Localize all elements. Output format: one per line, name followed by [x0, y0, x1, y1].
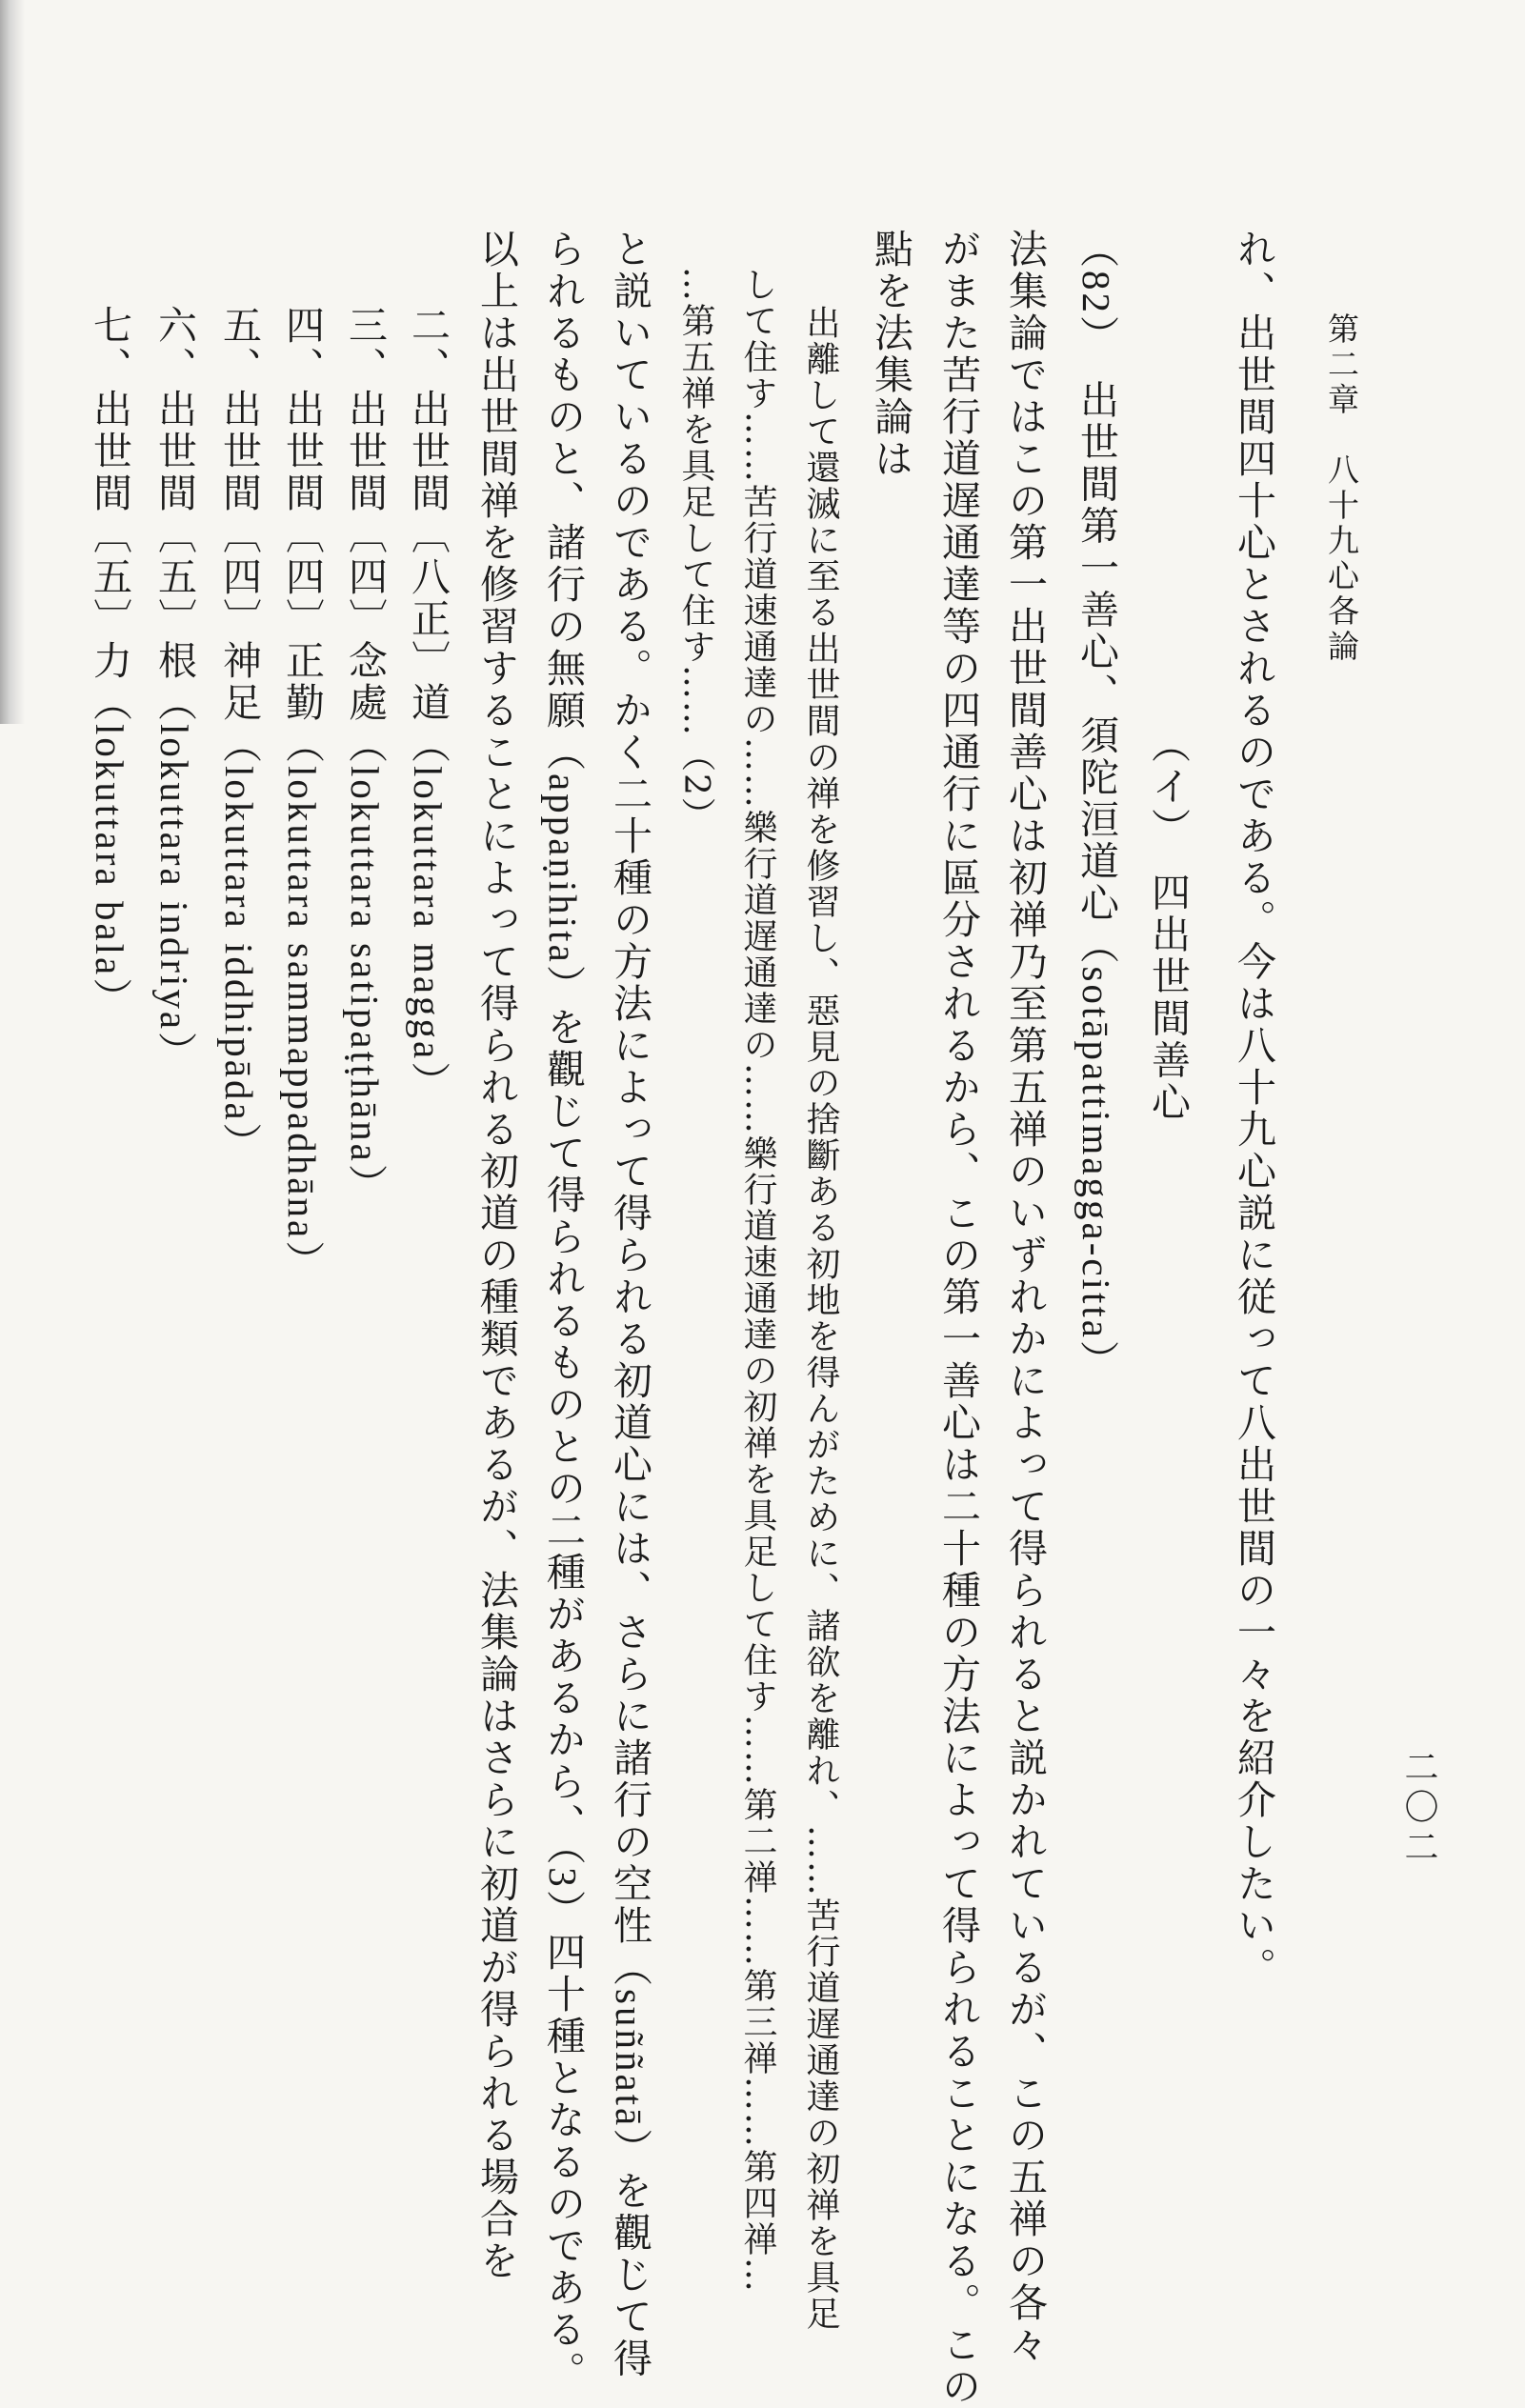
- text-column-12: 以上は出世間禅を修習することによって得られる初道の種類であるが、法集論はさらに初道が得られる場合を: [473, 229, 519, 2282]
- quote-line-2: して住す……苦行道速通達の……樂行道遅通達の……樂行道速通達の初禅を具足して住す……第二禅……第三禅……第四禅…: [738, 267, 777, 2294]
- text-column-3: （82） 出世間第一善心、須陀洹道心（sotāpattimagga-citta）: [1074, 229, 1118, 1382]
- page-number: 二〇二: [1399, 1749, 1438, 1869]
- quote-line-1: 出離して還滅に至る出世間の禅を修習し、惡見の捨斷ある初地を得んがために、諸欲を離れ、……苦行道遅通達の初禅を具足: [801, 305, 840, 2332]
- text-column-11: られるものと、諸行の無願（appaṇihita）を觀じて得られるものとの二種があるから、（3）四十種となるのである。: [541, 229, 585, 2393]
- text-column-5: がまた苦行道遅通達等の四通行に區分されるから、この第一善心は二十種の方法によって得られることになる。この: [935, 229, 981, 2408]
- text-column-1: れ、出世間四十心とされるのである。今は八十九心説に従って八出世間の一々を紹介したい。: [1231, 229, 1276, 1989]
- list-item-2: 二、出世間〔八正〕道（lokuttara magga）: [406, 305, 450, 1104]
- chapter-header: 第二章 八十九心各論: [1323, 312, 1360, 665]
- list-item-3: 三、出世間〔四〕念處（lokuttara satipaṭṭhāna）: [343, 305, 387, 1206]
- section-heading: （イ） 四出世間善心: [1145, 724, 1191, 1124]
- quote-line-3: …第五禅を具足して住す……（2）: [676, 267, 715, 833]
- text-column-4: 法集論ではこの第一出世間善心は初禅乃至第五禅のいずれかによって得られると説かれているが、この五禅の各々: [1002, 229, 1048, 2366]
- text-column-10: と説いているのである。かく二十種の方法によって得られる初道心には、さらに諸行の空性（suññatā）を觀じて得: [608, 229, 652, 2380]
- list-item-6: 六、出世間〔五〕根（lokuttara indriya）: [152, 305, 196, 1074]
- scan-shadow-edge: [0, 0, 25, 724]
- list-item-7: 七、出世間〔五〕力（lokuttara bala）: [88, 305, 131, 1020]
- text-column-6: 點を法集論は: [868, 229, 913, 480]
- list-item-4: 四、出世間〔四〕正勤（lokuttara sammappadhāna）: [280, 305, 324, 1283]
- list-item-5: 五、出世間〔四〕神足（lokuttara iddhipāda）: [217, 305, 261, 1165]
